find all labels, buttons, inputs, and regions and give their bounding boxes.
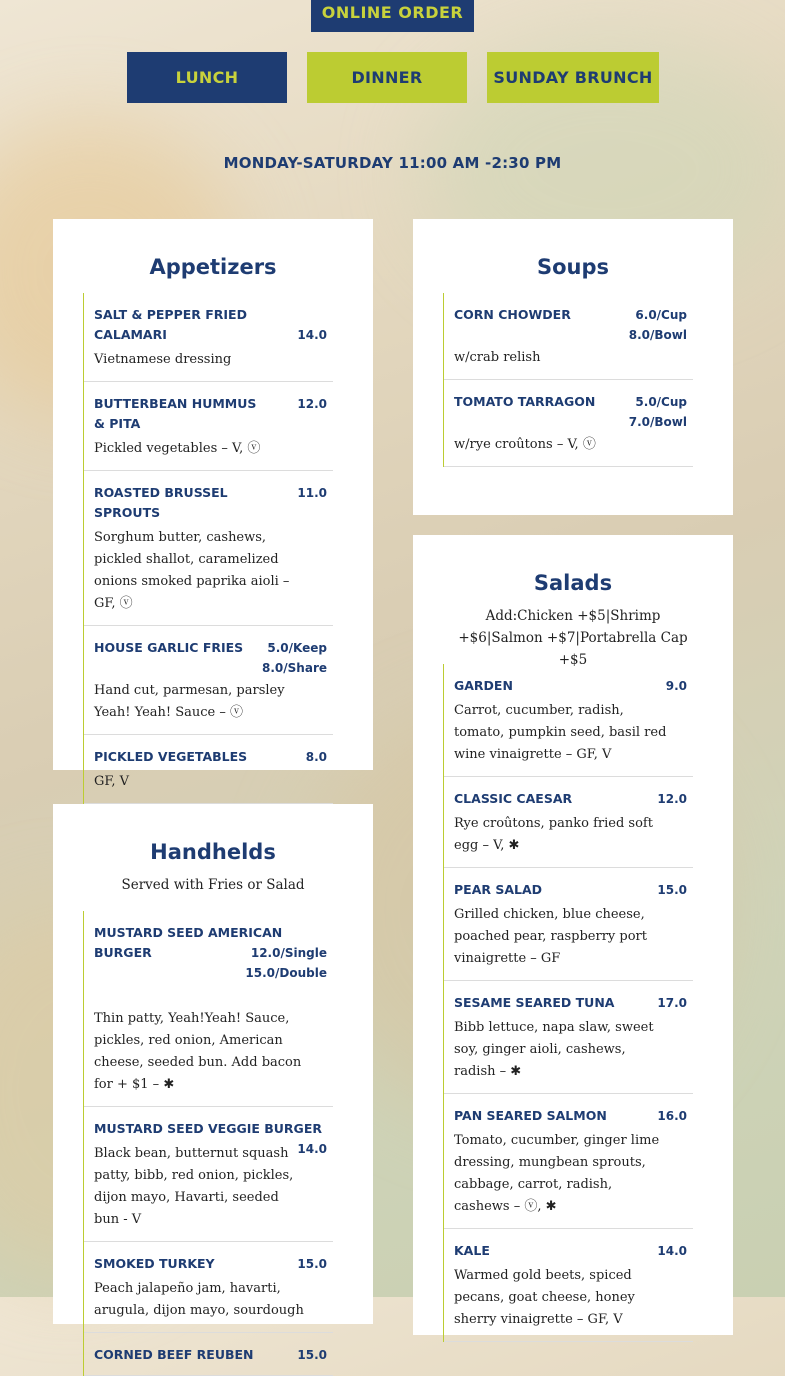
item-price: 16.0	[657, 1109, 687, 1123]
appetizers-list	[83, 293, 333, 804]
handhelds-list	[83, 911, 333, 1376]
item-name: BUTTERBEAN HUMMUS & PITA	[94, 396, 257, 431]
menu-item	[84, 293, 333, 382]
item-name: MUSTARD SEED AMERICAN BURGER	[94, 925, 283, 960]
tab-dinner[interactable]: DINNER	[307, 52, 467, 103]
item-price: 14.0	[657, 1244, 687, 1258]
soups-card	[413, 219, 733, 515]
item-name: PAN SEARED SALMON	[454, 1108, 607, 1123]
item-name: CORNED BEEF REUBEN	[94, 1347, 254, 1362]
item-description: Hand cut, parmesan, parsley Yeah! Yeah! Sauce – ⓥ	[94, 683, 285, 720]
menu-item	[444, 1229, 693, 1342]
hours-heading: MONDAY-SATURDAY 11:00 AM -2:30 PM	[223, 154, 562, 172]
item-price: 12.0	[297, 397, 327, 411]
item-price: 12.0/Single 15.0/Double	[245, 946, 327, 980]
salads-add-on-note: Add:Chicken +$5|Shrimp +$6|Salmon +$7|Portabrella Cap +$5	[458, 608, 688, 668]
menu-item	[444, 777, 693, 868]
item-price: 14.0	[297, 328, 327, 342]
item-description: Pickled vegetables – V, ⓥ	[94, 441, 261, 456]
item-description: w/crab relish	[454, 350, 541, 365]
menu-item	[444, 664, 693, 777]
item-name: HOUSE GARLIC FRIES	[94, 640, 244, 655]
section-title: Salads	[533, 571, 613, 595]
item-description: Bibb lettuce, napa slaw, sweet soy, ginger aioli, cashews, radish – ✱	[454, 1020, 654, 1079]
salads-card	[413, 535, 733, 1335]
item-name: ROASTED BRUSSEL SPROUTS	[94, 485, 228, 520]
menu-item	[84, 1242, 333, 1333]
salads-list	[443, 664, 693, 1342]
item-description: Tomato, cucumber, ginger lime dressing, mungbean sprouts, cabbage, carrot, radish, cashews – ⓥ, ✱	[454, 1133, 660, 1214]
item-price: 9.0	[665, 679, 687, 693]
item-name: PEAR SALAD	[454, 882, 543, 897]
menu-item	[84, 911, 333, 1107]
item-price: 5.0/Cup 7.0/Bowl	[628, 395, 687, 429]
item-name: MUSTARD SEED VEGGIE BURGER	[94, 1121, 322, 1136]
item-price: 6.0/Cup 8.0/Bowl	[628, 308, 687, 342]
menu-item	[84, 626, 333, 735]
item-description: GF, V	[94, 774, 130, 789]
item-price: 17.0	[657, 996, 687, 1010]
item-price: 15.0	[297, 1348, 327, 1362]
item-description: w/rye croûtons – V, ⓥ	[454, 437, 596, 452]
item-description: Grilled chicken, blue cheese, poached pear, raspberry port vinaigrette – GF	[454, 907, 647, 966]
handhelds-card	[53, 804, 373, 1362]
item-name: SMOKED TURKEY	[94, 1256, 215, 1271]
menu-item	[444, 1094, 693, 1229]
item-name: CLASSIC CAESAR	[454, 791, 573, 806]
menu-item	[444, 293, 693, 380]
item-description: Black bean, butternut squash patty, bibb, red onion, pickles, dijon mayo, Havarti, seeded bun - V	[94, 1146, 294, 1227]
section-title: Handhelds	[150, 840, 276, 864]
item-description: Rye croûtons, panko fried soft egg – V, ✱	[454, 816, 653, 853]
menu-item	[84, 1107, 333, 1242]
handhelds-note: Served with Fries or Salad	[121, 877, 305, 893]
item-description: Warmed gold beets, spiced pecans, goat cheese, honey sherry vinaigrette – GF, V	[454, 1268, 635, 1327]
menu-item	[84, 382, 333, 471]
item-description: Carrot, cucumber, radish, tomato, pumpkin seed, basil red wine vinaigrette – GF, V	[454, 703, 667, 762]
online-order-button[interactable]: ONLINE ORDER	[311, 0, 474, 32]
menu-item	[84, 1333, 333, 1376]
item-description: Peach jalapeño jam, havarti, arugula, dijon mayo, sourdough	[94, 1281, 304, 1318]
menu-item	[444, 868, 693, 981]
item-price: 11.0	[297, 486, 327, 500]
item-description: Vietnamese dressing	[94, 352, 232, 367]
item-name: TOMATO TARRAGON	[454, 394, 596, 409]
section-title: Soups	[536, 255, 610, 279]
section-title: Appetizers	[149, 255, 277, 279]
item-price: 12.0	[657, 792, 687, 806]
item-price: 15.0	[657, 883, 687, 897]
tab-lunch[interactable]: LUNCH	[127, 52, 287, 103]
item-name: GARDEN	[454, 678, 513, 693]
item-description: Sorghum butter, cashews, pickled shallot, caramelized onions smoked paprika aioli – GF, ⓥ	[94, 530, 290, 611]
item-price: 14.0	[297, 1142, 327, 1156]
tab-sunday-brunch[interactable]: SUNDAY BRUNCH	[487, 52, 659, 103]
item-name: CORN CHOWDER	[454, 307, 571, 322]
menu-item	[444, 380, 693, 467]
menu-item	[84, 471, 333, 626]
item-price: 5.0/Keep 8.0/Share	[262, 641, 327, 675]
item-name: SALT & PEPPER FRIED CALAMARI	[94, 307, 247, 342]
item-name: KALE	[454, 1243, 490, 1258]
soups-list	[443, 293, 693, 467]
item-price: 15.0	[297, 1257, 327, 1271]
item-price: 8.0	[305, 750, 327, 764]
appetizers-card	[53, 219, 373, 789]
item-name: PICKLED VEGETABLES	[94, 749, 248, 764]
menu-item	[444, 981, 693, 1094]
menu-item	[84, 735, 333, 804]
item-name: SESAME SEARED TUNA	[454, 995, 615, 1010]
item-description: Thin patty, Yeah!Yeah! Sauce, pickles, red onion, American cheese, seeded bun. Add bacon for + $1 – ✱	[94, 1011, 302, 1092]
